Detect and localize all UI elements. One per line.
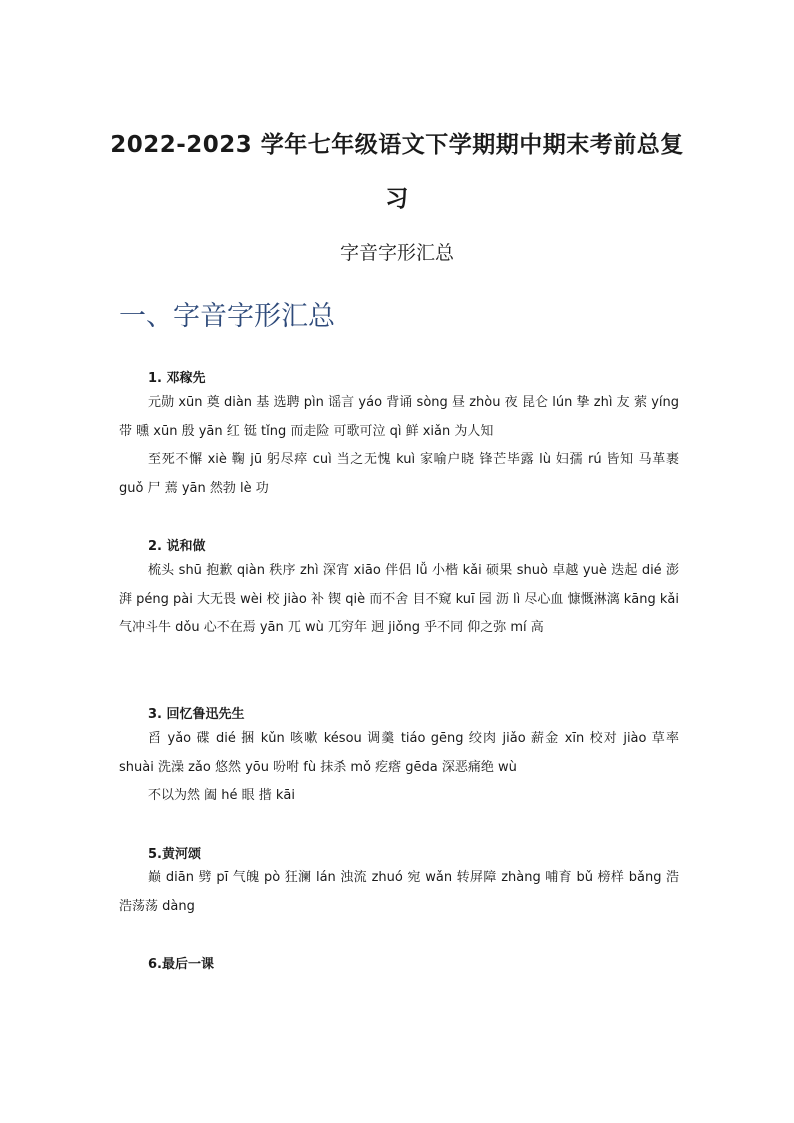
paragraph: 至死不懈 xiè 鞠 jū 躬尽瘁 cuì 当之无愧 kuì 家喻户晓 锋芒毕露 lù 妇孺 rú 皆知 马革裹 guǒ 尸 蔫 yān 然勃 lè 功	[119, 452, 679, 496]
section-title-deng-jiaxian: 1. 邓稼先	[148, 371, 206, 386]
section-title-huanghe-song: 5.黄河颂	[148, 847, 201, 862]
section-title-shuo-he-zuo: 2. 说和做	[148, 539, 206, 554]
document-subtitle: 字音字形汇总	[339, 242, 454, 264]
paragraph: 不以为然 阖 hé 眼 揩 kāi	[148, 788, 296, 803]
section-heading: 一、字音字形汇总	[119, 301, 335, 332]
paragraph: 元勋 xūn 奠 diàn 基 选聘 pìn 谣言 yáo 背诵 sòng 昼 zhòu 夜 昆仑 lún 挚 zhì 友 萦 yíng 带 曛 xūn 殷 yān 红 铤 tǐng 而走险 可歌可泣 qì 鲜 xiǎn 为人知	[119, 395, 679, 439]
paragraph: 舀 yǎo 碟 dié 捆 kǔn 咳嗽 késou 调羹 tiáo gēng 绞肉 jiǎo 薪金 xīn 校对 jiào 草率 shuài 洗澡 zǎo 悠然 yōu 吩咐 fù 抹杀 mǒ 疙瘩 gēda 深恶痛绝 wù	[119, 731, 679, 775]
paragraph: 巅 diān 劈 pī 气魄 pò 狂澜 lán 浊流 zhuó 宛 wǎn 转屏障 zhàng 哺育 bǔ 榜样 bǎng 浩浩荡荡 dàng	[119, 870, 679, 914]
document-title: 2022-2023 学年七年级语文下学期期中期末考前总复习	[110, 132, 684, 212]
section-title-zuihou-yike: 6.最后一课	[148, 957, 214, 972]
section-title-lu-xun: 3. 回忆鲁迅先生	[148, 707, 245, 722]
paragraph: 梳头 shū 抱歉 qiàn 秩序 zhì 深宵 xiāo 伴侣 lǚ 小楷 kǎi 硕果 shuò 卓越 yuè 迭起 dié 澎湃 péng pài 大无畏 wèi 校 jiào 补 锲 qiè 而不舍 目不窥 kuī 园 沥 lì 尽心血 慷慨淋漓 kāng kǎi 气冲斗牛 dǒu 心不在焉 yān 兀 wù 兀穷年 迥 jiǒng 乎不同 仰之弥 mí 高	[119, 563, 679, 635]
